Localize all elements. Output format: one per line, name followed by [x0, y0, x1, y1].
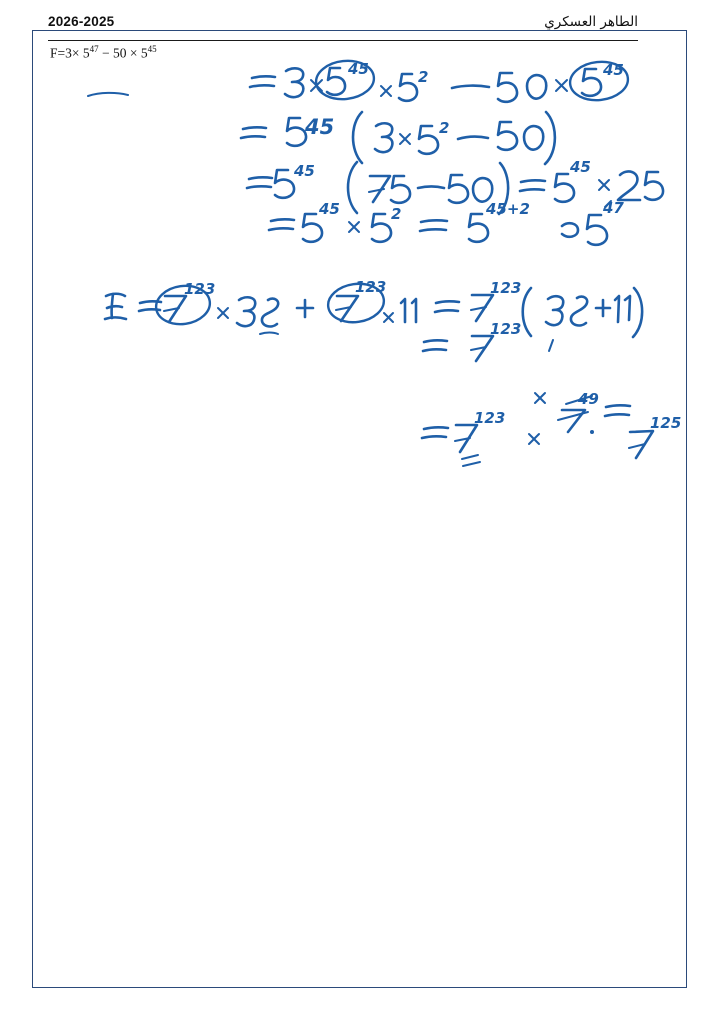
- svg-text:123: 123: [355, 278, 387, 296]
- author-name: الطاهر العسكري: [544, 14, 638, 30]
- printed-exponent-47: 47: [89, 44, 99, 54]
- svg-text:45: 45: [294, 162, 315, 180]
- svg-text:45+2: 45+2: [486, 200, 530, 218]
- school-year: 2026-2025: [48, 14, 115, 29]
- svg-text:2: 2: [391, 205, 402, 223]
- printed-expression-term1: 3× 5: [65, 45, 90, 61]
- printed-exponent-45: 45: [147, 44, 157, 54]
- svg-text:45: 45: [305, 115, 335, 139]
- svg-text:47: 47: [603, 199, 624, 217]
- printed-expression-label: F=: [50, 45, 66, 61]
- svg-text:125: 125: [650, 414, 682, 432]
- svg-text:123: 123: [474, 409, 506, 427]
- svg-text:2: 2: [418, 68, 429, 86]
- svg-text:123: 123: [490, 279, 522, 297]
- printed-expression: [50, 44, 157, 62]
- page-sheet: [32, 30, 687, 988]
- svg-text:45: 45: [348, 60, 369, 78]
- svg-text:123: 123: [184, 280, 216, 298]
- printed-expression-term2: − 50 × 5: [98, 45, 148, 61]
- svg-text:49: 49: [578, 390, 599, 408]
- svg-text:45: 45: [603, 61, 624, 79]
- svg-text:2: 2: [439, 119, 450, 137]
- svg-text:45: 45: [570, 158, 591, 176]
- header: [48, 14, 638, 40]
- svg-text:45: 45: [319, 200, 340, 218]
- svg-text:123: 123: [490, 320, 522, 338]
- header-divider: [48, 40, 638, 41]
